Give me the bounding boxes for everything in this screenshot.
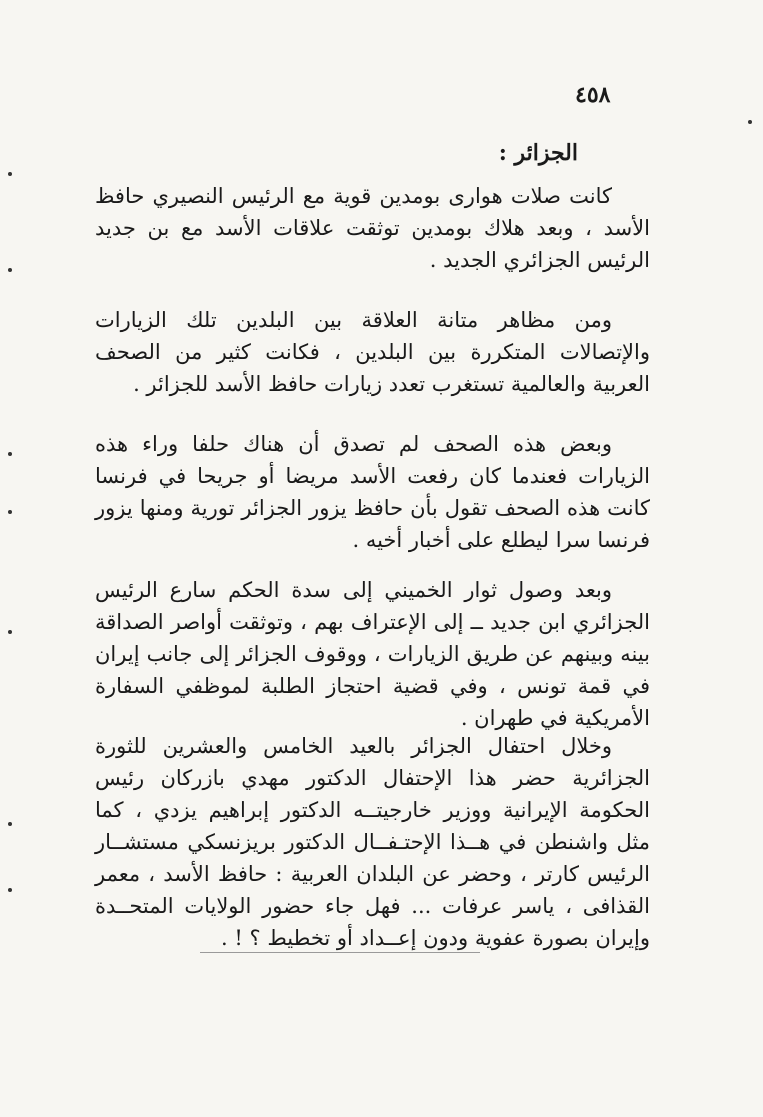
margin-mark [8,630,12,634]
page-number: ٤٥٨ [575,82,611,108]
margin-mark [8,172,12,176]
margin-mark [8,510,12,514]
paragraph-3: وبعض هذه الصحف لم تصدق أن هناك حلفا وراء هذه الزيارات فعندما كان رفعت الأسد مريضا أو جريحا في فرنسا كانت هذه الصحف تقول بأن حافظ يزور الجزائر تورية ومنها يزور فرنسا سرا ليطلع على أخبار أخيه . [95,432,650,552]
margin-mark [8,822,12,826]
paragraph-4: وبعد وصول ثوار الخميني إلى سدة الحكم سارع الرئيس الجزائري ابن جديد ــ إلى الإعتراف بهم ، وتوثقت أواصر الصداقة بينه وبينهم عن طريق الزيارات ، ووقوف الجزائر إلى جانب إيران في قمة تونس ، وفي قضية احتجاز الطلبة لموظفي السفارة الأمريكية في طهران . [95,578,650,730]
footer-divider [200,952,480,953]
section-heading: الجزائر : [498,140,578,166]
margin-mark [748,120,752,124]
paragraph-1: كانت صلات هوارى بومدين قوية مع الرئيس النصيري حافظ الأسد ، وبعد هلاك بومدين توثقت علاقات الأسد مع بن جديد الرئيس الجزائري الجديد . [95,184,650,272]
paragraph-5: وخلال احتفال الجزائر بالعيد الخامس والعشرين للثورة الجزائرية حضر هذا الإحتفال الدكتور مهدي بازركان رئيس الحكومة الإيرانية ووزير خارجيتــه الدكتور إبراهيم يزدي ، كما مثل واشنطن في هــذا الإحتـفــال الدكتور بريزنسكي مستشــار الرئيس كارتر ، وحضر عن البلدان العربية : حافظ الأسد ، معمر القذافى ، ياسر عرفات ... فهل جاء حضور الولايات المتحــدة وإيران بصورة عفوية ودون إعــداد أو تخطيط ؟ ! . [95,734,650,950]
margin-mark [8,888,12,892]
margin-mark [8,452,12,456]
margin-mark [8,268,12,272]
paragraph-2: ومن مظاهر متانة العلاقة بين البلدين تلك الزيارات والإتصالات المتكررة بين البلدين ، فكانت كثير من الصحف العربية والعالمية تستغرب تعدد زيارات حافظ الأسد للجزائر . [95,308,650,396]
